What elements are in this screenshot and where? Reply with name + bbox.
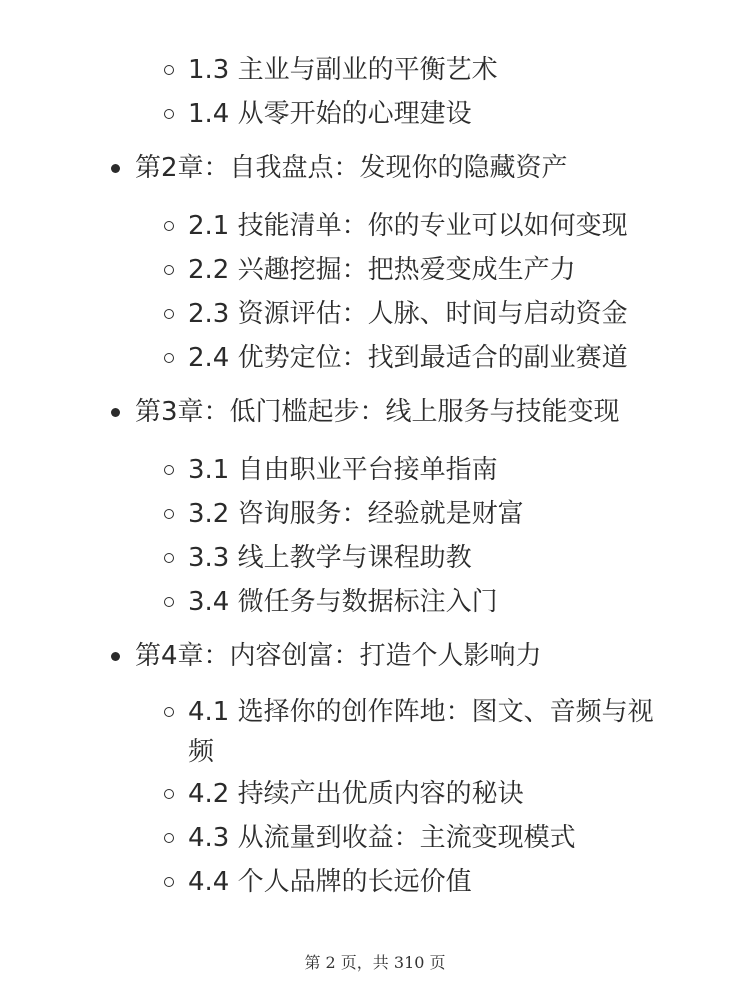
toc-chapter-item xyxy=(0,146,750,190)
section-title: 3.2 咨询服务：经验就是财富 xyxy=(188,499,524,529)
section-title: 2.4 优势定位：找到最适合的副业赛道 xyxy=(188,343,628,373)
filled-bullet-icon xyxy=(111,408,120,417)
chapter-title: 第2章：自我盘点：发现你的隐藏资产 xyxy=(135,153,568,183)
toc-section-item xyxy=(0,772,750,816)
section-title: 3.1 自由职业平台接单指南 xyxy=(188,455,498,485)
toc-section-item xyxy=(0,336,750,380)
toc-section-item xyxy=(0,248,750,292)
hollow-bullet-icon xyxy=(164,553,174,563)
hollow-bullet-icon xyxy=(164,65,174,75)
section-title: 1.4 从零开始的心理建设 xyxy=(188,99,472,129)
toc-section-item xyxy=(0,816,750,860)
toc-section-item xyxy=(0,48,750,92)
hollow-bullet-icon xyxy=(164,509,174,519)
toc-section-item xyxy=(0,92,750,136)
hollow-bullet-icon xyxy=(164,789,174,799)
toc-section-item xyxy=(0,580,750,624)
section-title: 2.3 资源评估：人脉、时间与启动资金 xyxy=(188,299,628,329)
hollow-bullet-icon xyxy=(164,597,174,607)
section-title: 4.2 持续产出优质内容的秘诀 xyxy=(188,779,524,809)
toc-section-item xyxy=(0,536,750,580)
section-title: 4.1 选择你的创作阵地：图文、音频与视频 xyxy=(188,697,654,767)
hollow-bullet-icon xyxy=(164,353,174,363)
table-of-contents xyxy=(0,48,750,904)
toc-section-item xyxy=(0,860,750,904)
hollow-bullet-icon xyxy=(164,265,174,275)
hollow-bullet-icon xyxy=(164,707,174,717)
chapter-title: 第3章：低门槛起步：线上服务与技能变现 xyxy=(135,397,620,427)
hollow-bullet-icon xyxy=(164,465,174,475)
section-title: 3.3 线上教学与课程助教 xyxy=(188,543,472,573)
chapter-title: 第4章：内容创富：打造个人影响力 xyxy=(135,641,542,671)
hollow-bullet-icon xyxy=(164,877,174,887)
toc-chapter-item xyxy=(0,390,750,434)
toc-section-item xyxy=(0,492,750,536)
toc-section-item xyxy=(0,204,750,248)
toc-section-item xyxy=(0,692,668,772)
section-title: 4.4 个人品牌的长远价值 xyxy=(188,867,472,897)
section-title: 3.4 微任务与数据标注入门 xyxy=(188,587,498,617)
section-title: 1.3 主业与副业的平衡艺术 xyxy=(188,55,498,85)
filled-bullet-icon xyxy=(111,652,120,661)
toc-section-item xyxy=(0,292,750,336)
section-title: 2.2 兴趣挖掘：把热爱变成生产力 xyxy=(188,255,576,285)
hollow-bullet-icon xyxy=(164,221,174,231)
page-number-footer: 第 2 页，共 310 页 xyxy=(304,953,446,972)
toc-chapter-item xyxy=(0,634,750,678)
toc-section-item xyxy=(0,448,750,492)
hollow-bullet-icon xyxy=(164,109,174,119)
filled-bullet-icon xyxy=(111,164,120,173)
section-title: 2.1 技能清单：你的专业可以如何变现 xyxy=(188,211,628,241)
hollow-bullet-icon xyxy=(164,309,174,319)
section-title: 4.3 从流量到收益：主流变现模式 xyxy=(188,823,576,853)
hollow-bullet-icon xyxy=(164,833,174,843)
